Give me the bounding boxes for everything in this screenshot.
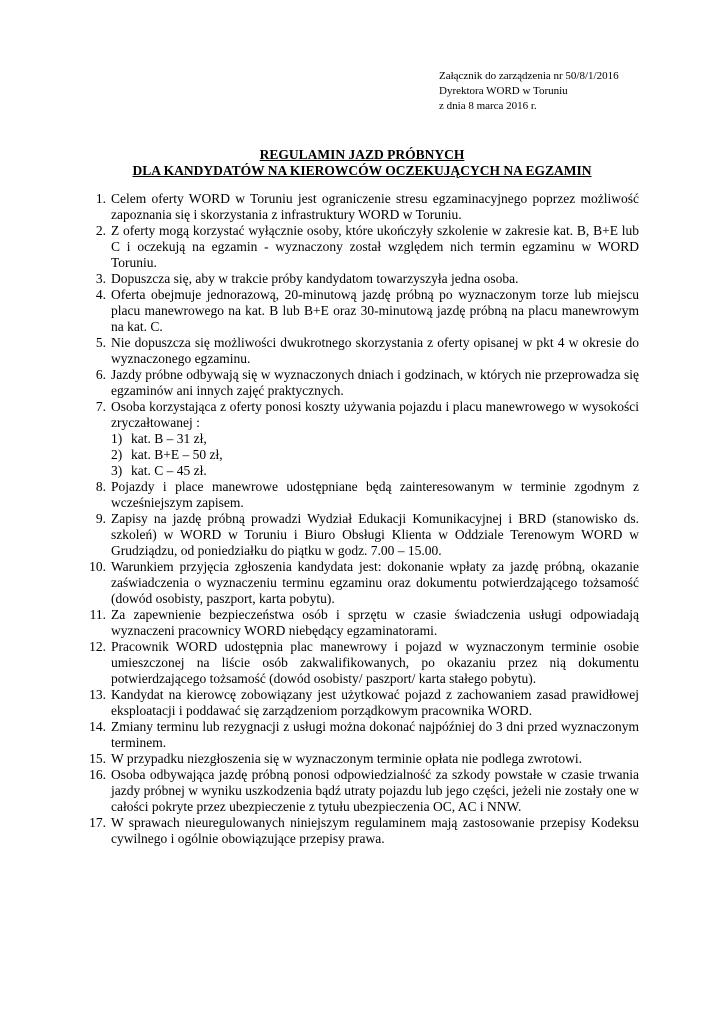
rule-text: Pracownik WORD udostępnia plac manewrowy i pojazd w wyznaczonym terminie osobie umieszczonej na liście osób zakwalifikowanych, po okazaniu przez nią dokumentu potwierdzającego tożsamość (dowód osobisty/ paszport/ karta stałego pobytu). [111, 639, 639, 686]
rule-text: Zmiany terminu lub rezygnacji z usługi można dokonać najpóźniej do 3 dni przed wyznaczonym terminem. [111, 719, 639, 750]
rule-number: 7. [95, 399, 106, 414]
rule-text: Dopuszcza się, aby w trakcie próby kandydatom towarzyszyła jedna osoba. [111, 271, 519, 286]
title-line-1: REGULAMIN JAZD PRÓBNYCH [259, 147, 465, 162]
rule-item [84, 399, 639, 479]
rule-text: W przypadku niezgłoszenia się w wyznaczonym terminie opłata nie podlega zwrotowi. [111, 751, 582, 766]
rule-number: 14. [89, 719, 106, 734]
rule-item [84, 335, 639, 367]
rule-item [84, 607, 639, 639]
rule-text: Za zapewnienie bezpieczeństwa osób i sprzętu w czasie świadczenia usługi odpowiadają wyznaczeni pracownicy WORD niebędący egzaminatorami. [111, 607, 639, 638]
rule-text: Kandydat na kierowcę zobowiązany jest użytkować pojazd z zachowaniem zasad prawidłowej eksploatacji i poddawać się zarządzeniom porządkowym pracownika WORD. [111, 687, 639, 718]
rule-item [84, 287, 639, 335]
rule-number: 3. [95, 271, 106, 286]
rule-item [84, 559, 639, 607]
rule-item [84, 191, 639, 223]
rule-text: Celem oferty WORD w Toruniu jest ograniczenie stresu egzaminacyjnego poprzez możliwość zapoznania się i skorzystania z infrastruktury WORD w Toruniu. [111, 191, 639, 222]
attachment-line-1: Załącznik do zarządzenia nr 50/8/1/2016 [439, 70, 619, 82]
rule-item [84, 751, 639, 767]
title-line-2: DLA KANDYDATÓW NA KIEROWCÓW OCZEKUJĄCYCH NA EGZAMIN [132, 163, 592, 178]
fee-text: kat. C – 45 zł. [131, 463, 207, 478]
rule-text: Z oferty mogą korzystać wyłącznie osoby, które ukończyły szkolenie w zakresie kat. B, B+E lub C i oczekują na egzamin - wyznaczony został względem nich termin egzaminu w WORD Toruniu. [111, 223, 639, 270]
rule-item [84, 479, 639, 511]
rule-number: 16. [89, 767, 106, 782]
rule-number: 8. [95, 479, 106, 494]
attachment-line-3: z dnia 8 marca 2016 r. [439, 100, 537, 112]
rule-number: 5. [95, 335, 106, 350]
attachment-note [439, 69, 619, 114]
rule-text: Jazdy próbne odbywają się w wyznaczonych dniach i godzinach, w których nie przeprowadza się egzaminów ani innych zajęć praktycznych. [111, 367, 639, 398]
rule-item [84, 767, 639, 815]
rule-number: 12. [89, 639, 106, 654]
rule-item [84, 367, 639, 399]
rule-item [84, 719, 639, 751]
rule-text: Warunkiem przyjęcia zgłoszenia kandydata jest: dokonanie wpłaty za jazdę próbną, okazanie zaświadczenia o wyznaczeniu terminu egzaminu oraz dokumentu potwierdzającego tożsamość (dowód osobisty, paszport, karta pobytu). [111, 559, 639, 606]
attachment-line-2: Dyrektora WORD w Toruniu [439, 85, 568, 97]
rule-item [84, 815, 639, 847]
fee-text: kat. B+E – 50 zł, [131, 447, 223, 462]
rule-number: 17. [89, 815, 106, 830]
rule-text: Pojazdy i place manewrowe udostępniane będą zainteresowanym w terminie zgodnym z wcześniejszym zapisem. [111, 479, 639, 510]
rule-number: 15. [89, 751, 106, 766]
rule-text: Osoba korzystająca z oferty ponosi koszty używania pojazdu i placu manewrowego w wysokości zryczałtowanej : [111, 399, 639, 430]
fee-item [111, 447, 639, 463]
rule-number: 10. [89, 559, 106, 574]
rule-item [84, 687, 639, 719]
fee-number: 1) [111, 431, 123, 446]
fee-item [111, 431, 639, 447]
fee-item [111, 463, 639, 479]
document-title [60, 147, 664, 179]
rule-text: Nie dopuszcza się możliwości dwukrotnego skorzystania z oferty opisanej w pkt 4 w okresie do wyznaczonego egzaminu. [111, 335, 639, 366]
rule-number: 11. [89, 607, 106, 622]
rule-item [84, 271, 639, 287]
rule-item [84, 639, 639, 687]
fee-number: 3) [111, 463, 123, 478]
rule-item [84, 223, 639, 271]
rule-text: W sprawach nieuregulowanych niniejszym regulaminem mają zastosowanie przepisy Kodeksu cywilnego i ogólnie obowiązujące przepisy prawa. [111, 815, 639, 846]
rule-item [84, 511, 639, 559]
rule-number: 9. [95, 511, 106, 526]
fee-text: kat. B – 31 zł, [131, 431, 207, 446]
rule-number: 2. [95, 223, 106, 238]
rule-text: Oferta obejmuje jednorazową, 20-minutową jazdę próbną po wyznaczonym torze lub miejscu placu manewrowego na kat. B lub B+E oraz 30-minutową jazdę próbną na placu manewrowym na kat. C. [111, 287, 639, 334]
fee-number: 2) [111, 447, 123, 462]
rule-number: 4. [95, 287, 106, 302]
rule-number: 6. [95, 367, 106, 382]
fee-list [111, 431, 639, 479]
rule-number: 13. [89, 687, 106, 702]
rules-list [84, 191, 639, 847]
rule-text: Zapisy na jazdę próbną prowadzi Wydział Edukacji Komunikacyjnej i BRD (stanowisko ds. szkoleń) w WORD w Toruniu i Biuro Obsługi Klienta w Oddziale Terenowym WORD w Grudziądzu, od poniedziałku do piątku w godz. 7.00 – 15.00. [111, 511, 639, 558]
rule-number: 1. [95, 191, 106, 206]
rule-text: Osoba odbywająca jazdę próbną ponosi odpowiedzialność za szkody powstałe w czasie trwania jazdy próbnej w wyniku uszkodzenia bądź utraty pojazdu lub jego części, jeżeli nie zostały one w całości pokryte przez ubezpieczenie z tytułu ubezpieczenia OC, AC i NNW. [111, 767, 639, 814]
